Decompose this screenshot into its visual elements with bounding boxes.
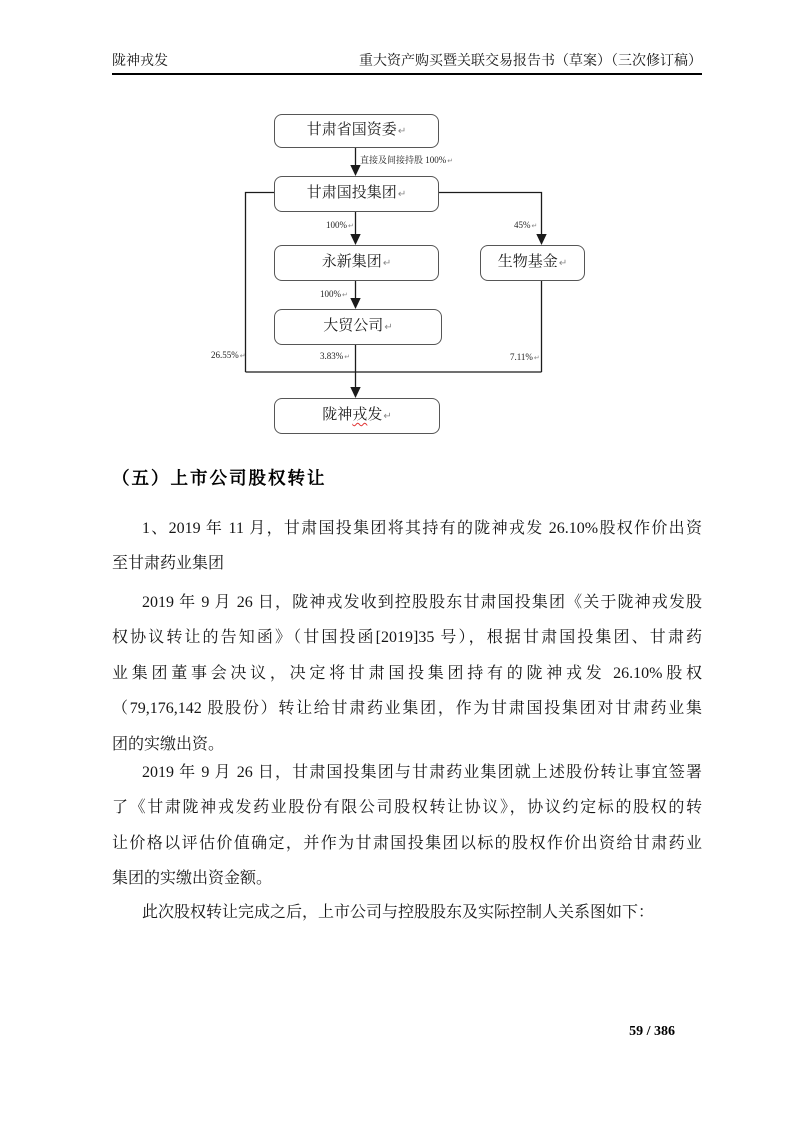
node-label-post: 发 <box>367 407 383 423</box>
text-line: （79,176,142 股股份）转让给甘肃药业集团，作为甘肃国投集团对甘肃药业集 <box>112 700 702 718</box>
return-mark: ↵ <box>384 322 393 333</box>
node-label: 生物基金 <box>497 254 558 270</box>
text-line: 了《甘肃陇神戎发药业股份有限公司股权转让协议》，协议约定标的股权的转 <box>112 799 702 817</box>
text-line: 集团的实缴出资金额。 <box>112 870 273 888</box>
text-line: 至甘肃药业集团 <box>112 555 225 573</box>
edge-label-direct-indirect-100 <box>360 153 453 166</box>
edge-label-text: 直接及间接持股 100% <box>360 155 447 165</box>
node-damao-company <box>274 309 442 345</box>
header-left-title: 陇神戎发 <box>112 54 168 69</box>
page-number: 59 / 386 <box>629 1024 675 1039</box>
paragraph-4 <box>112 895 702 930</box>
paragraph-1 <box>112 511 702 582</box>
edge-label-text: 100% <box>326 220 347 230</box>
edge-label-711 <box>510 352 540 362</box>
node-bio-fund <box>480 245 585 281</box>
paragraph-3 <box>112 755 702 897</box>
text-line: 让价格以评估价值确定，并作为甘肃国投集团以标的股权作价出资给甘肃药业 <box>112 834 702 852</box>
node-label-pre: 陇神 <box>322 407 353 423</box>
section-heading: （五）上市公司股权转让 <box>112 468 327 488</box>
node-label: 大贸公司 <box>323 318 384 334</box>
edge-label-text: 45% <box>514 220 531 230</box>
return-mark: ↵ <box>447 157 454 165</box>
edge-label-text: 100% <box>320 289 341 299</box>
text-line: 团的实缴出资。 <box>112 735 225 753</box>
return-mark: ↵ <box>239 352 246 360</box>
paragraph-2 <box>112 585 702 762</box>
return-mark: ↵ <box>342 291 348 299</box>
edge-label-text: 26.55% <box>211 350 239 360</box>
text-line: 权协议转让的告知函》（甘国投函[2019]35 号），根据甘肃国投集团、甘肃药 <box>112 629 702 647</box>
edge-label-45-bio <box>514 220 537 230</box>
edge-label-100-damao <box>320 289 348 299</box>
return-mark: ↵ <box>344 353 351 361</box>
return-mark: ↵ <box>348 222 354 230</box>
node-label: 甘肃省国资委 <box>306 122 397 138</box>
return-mark: ↵ <box>383 411 392 422</box>
node-label: 甘肃国投集团 <box>306 185 397 201</box>
return-mark: ↵ <box>382 258 392 269</box>
return-mark: ↵ <box>533 354 540 362</box>
page-header <box>112 50 702 75</box>
text-line: 2019 年 9 月 26 日，陇神戎发收到控股股东甘肃国投集团《关于陇神戎发股 <box>142 594 702 611</box>
node-longshen-rongfa <box>274 398 440 434</box>
edge-label-text: 3.83% <box>320 351 344 361</box>
return-mark: ↵ <box>397 126 407 137</box>
text-line: 此次股权转让完成之后，上市公司与控股股东及实际控制人关系图如下： <box>142 904 655 921</box>
node-label-misspelled: 戎 <box>352 407 368 423</box>
return-mark: ↵ <box>558 258 568 269</box>
node-gansu-sasac <box>274 114 439 148</box>
node-yongxin-group <box>274 245 439 281</box>
edge-label-383 <box>320 351 350 361</box>
text-line: 1、2019 年 11 月，甘肃国投集团将其持有的陇神戎发 26.10%股权作价出资 <box>142 520 702 537</box>
return-mark: ↵ <box>531 222 538 230</box>
text-line: 2019 年 9 月 26 日，甘肃国投集团与甘肃药业集团就上述股份转让事宜签署 <box>142 764 702 781</box>
node-gansu-guotou-group <box>274 176 439 212</box>
node-label: 永新集团 <box>321 254 382 270</box>
return-mark: ↵ <box>397 189 407 200</box>
edge-label-text: 7.11% <box>510 352 533 362</box>
text-line: 业集团董事会决议，决定将甘肃国投集团持有的陇神戎发 26.10%股权 <box>112 664 702 682</box>
edge-label-100-yongxin <box>326 220 354 230</box>
header-right-title: 重大资产购买暨关联交易报告书（草案）（三次修订稿） <box>359 54 702 69</box>
edge-label-2655 <box>211 350 246 360</box>
